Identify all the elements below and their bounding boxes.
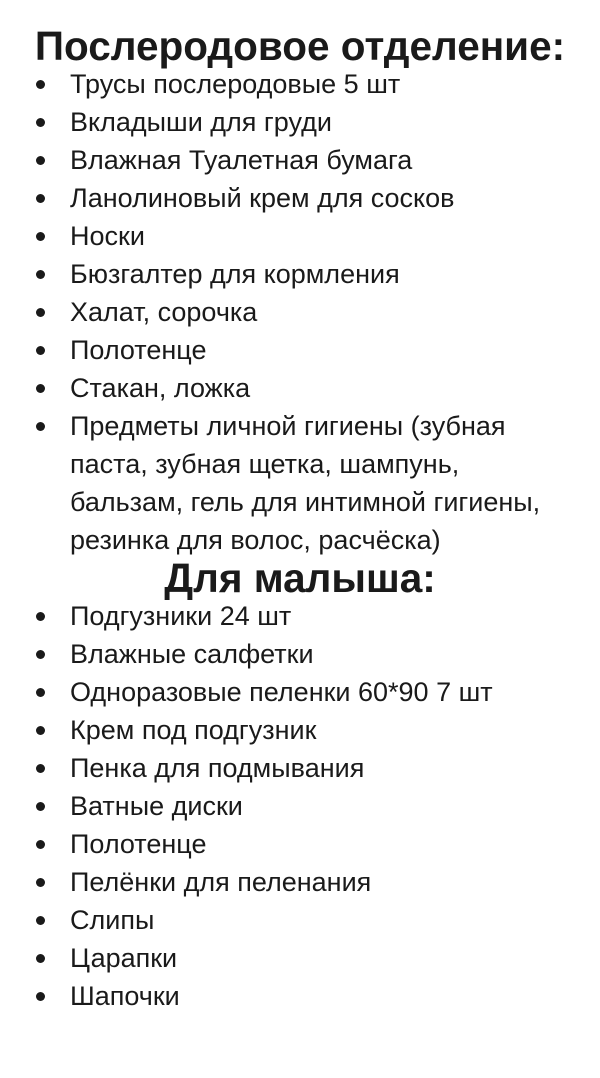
list-item: Влажная Туалетная бумага bbox=[0, 141, 600, 179]
list-item: Ланолиновый крем для сосков bbox=[0, 179, 600, 217]
bullet-icon bbox=[36, 992, 45, 1001]
bullet-icon bbox=[36, 270, 45, 279]
bullet-icon bbox=[36, 878, 45, 887]
bullet-icon bbox=[36, 916, 45, 925]
bullet-icon bbox=[36, 612, 45, 621]
list-item: Одноразовые пеленки 60*90 7 шт bbox=[0, 673, 600, 711]
bullet-icon bbox=[36, 802, 45, 811]
list-item: Подгузники 24 шт bbox=[0, 597, 600, 635]
section-title-baby: Для малыша: bbox=[164, 555, 436, 601]
list-item: Вкладыши для груди bbox=[0, 103, 600, 141]
list-item: Халат, сорочка bbox=[0, 293, 600, 331]
list-item: Крем под подгузник bbox=[0, 711, 600, 749]
list-item: Влажные салфетки bbox=[0, 635, 600, 673]
bullet-icon bbox=[36, 118, 45, 127]
bullet-icon bbox=[36, 194, 45, 203]
bullet-icon bbox=[36, 308, 45, 317]
bullet-icon bbox=[36, 954, 45, 963]
bullet-icon bbox=[36, 840, 45, 849]
baby-list bbox=[0, 597, 600, 1015]
bullet-icon bbox=[36, 726, 45, 735]
list-item: Пелёнки для пеленания bbox=[0, 863, 600, 901]
bullet-icon bbox=[36, 688, 45, 697]
list-item: Бюзгалтер для кормления bbox=[0, 255, 600, 293]
bullet-icon bbox=[36, 422, 45, 431]
section-title-postpartum: Послеродовое отделение: bbox=[34, 23, 566, 69]
bullet-icon bbox=[36, 384, 45, 393]
list-item: Слипы bbox=[0, 901, 600, 939]
bullet-icon bbox=[36, 764, 45, 773]
list-item: Ватные диски bbox=[0, 787, 600, 825]
list-item: Носки bbox=[0, 217, 600, 255]
list-item: Предметы личной гигиены (зубная паста, зубная щетка, шампунь, бальзам, гель для интимной гигиены, резинка для волос, расчёска) bbox=[0, 407, 600, 559]
bullet-icon bbox=[36, 156, 45, 165]
bullet-icon bbox=[36, 80, 45, 89]
list-item: Полотенце bbox=[0, 825, 600, 863]
list-item: Царапки bbox=[0, 939, 600, 977]
list-item: Пенка для подмывания bbox=[0, 749, 600, 787]
list-item: Трусы послеродовые 5 шт bbox=[0, 65, 600, 103]
bullet-icon bbox=[36, 346, 45, 355]
list-item: Полотенце bbox=[0, 331, 600, 369]
postpartum-list bbox=[0, 65, 600, 559]
list-item: Стакан, ложка bbox=[0, 369, 600, 407]
bullet-icon bbox=[36, 232, 45, 241]
list-item: Шапочки bbox=[0, 977, 600, 1015]
bullet-icon bbox=[36, 650, 45, 659]
